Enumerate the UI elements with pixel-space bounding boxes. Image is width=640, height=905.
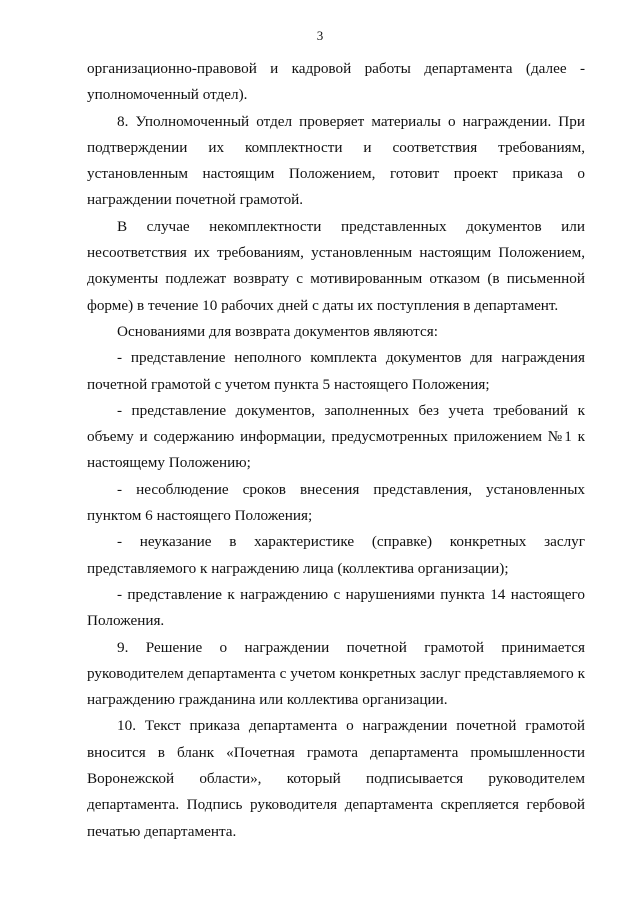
paragraph-continuation: организационно-правовой и кадровой работы департамента (далее - уполномоченный отдел). — [87, 60, 585, 104]
list-item-no-merits: - неуказание в характеристике (справке) конкретных заслуг представляемого к награждению лица (коллектива организации); — [87, 533, 585, 577]
paragraph-item-8: 8. Уполномоченный отдел проверяет материалы о награждении. При подтверждении их комплектности и соответствия требованиям, установленным настоящим Положением, готовит проект приказа о награждении почетной грамотой. — [87, 112, 585, 209]
paragraph-return-grounds-heading: Основаниями для возврата документов являются: — [117, 322, 438, 340]
list-item-incomplete-set: - представление неполного комплекта документов для награждения почетной грамотой с учетом пункта 5 настоящего Положения; — [87, 349, 585, 393]
paragraph-item-10: 10. Текст приказа департамента о награждении почетной грамотой вносится в бланк «Почетная грамота департамента промышленности Воронежской области», который подписывается руководителем департамента. Подпись руководителя департамента скрепляется гербовой печатью департамента. — [87, 717, 585, 840]
list-item-requirements-violation: - представление документов, заполненных без учета требований к объему и содержанию информации, предусмотренных приложением №1 к настоящему Положению; — [87, 401, 585, 472]
list-item-deadline-violation: - несоблюдение сроков внесения представления, установленных пунктом 6 настоящего Положения; — [87, 480, 585, 525]
paragraph-incomplete-documents: В случае некомплектности представленных документов или несоответствия их требованиям, установленным настоящим Положением, документы подлежат возврату с мотивированным отказом (в письменной форме) в течение 10 рабочих дней с даты их поступления в департамент. — [87, 217, 585, 314]
list-item-clause-14-violation: - представление к награждению с нарушениями пункта 14 настоящего Положения. — [87, 585, 585, 630]
page-number: 3 — [316, 28, 324, 43]
paragraph-item-9: 9. Решение о награждении почетной грамотой принимается руководителем департамента с учетом конкретных заслуг представляемого к награждению гражданина или коллектива организации. — [87, 638, 585, 709]
document-body — [87, 56, 585, 845]
